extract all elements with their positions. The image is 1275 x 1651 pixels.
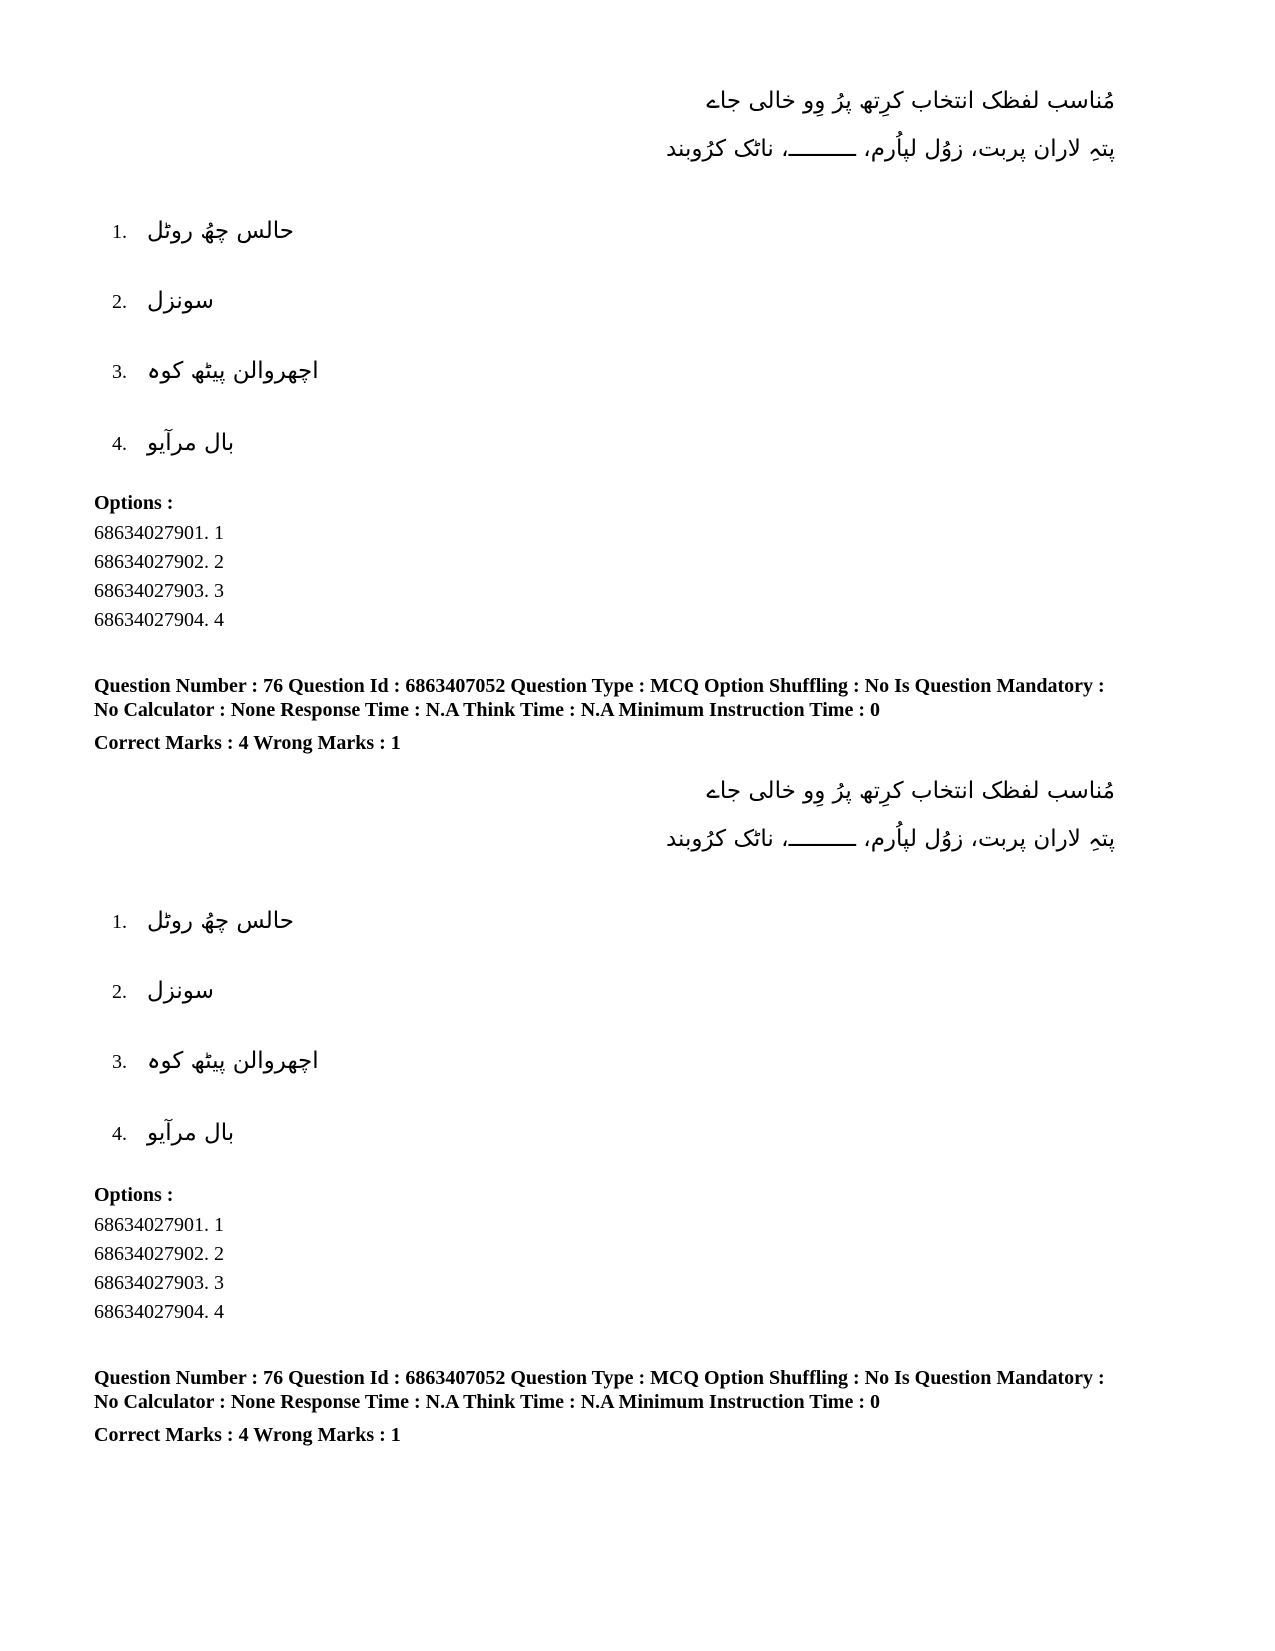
urdu-option-2: 2. سونزل: [112, 288, 214, 314]
meta-line-1: Question Number : 76 Question Id : 6863407052 Question Type : MCQ Option Shuffling : No Is Question Mandatory :: [94, 1367, 1105, 1389]
option-id-3: 68634027903. 3: [94, 1272, 224, 1294]
option-id-3: 68634027903. 3: [94, 580, 224, 602]
question-meta: [94, 674, 1194, 722]
option-id-2: 68634027902. 2: [94, 1243, 224, 1265]
marks-line: Correct Marks : 4 Wrong Marks : 1: [94, 1424, 401, 1446]
question-line-1: مُناسب لفظک انتخاب کرِتھ پرُ وِو خالی جاے: [706, 88, 1115, 114]
option-id-1: 68634027901. 1: [94, 522, 224, 544]
urdu-option-3: 3. اچھروالن پیٹھ کوہ: [112, 358, 319, 384]
marks-line: Correct Marks : 4 Wrong Marks : 1: [94, 732, 401, 754]
option-id-4: 68634027904. 4: [94, 1301, 224, 1323]
meta-line-1: Question Number : 76 Question Id : 6863407052 Question Type : MCQ Option Shuffling : No Is Question Mandatory :: [94, 675, 1105, 697]
option-id-1: 68634027901. 1: [94, 1214, 224, 1236]
urdu-option-4: 4. بال مرآیو: [112, 1120, 235, 1146]
urdu-option-4: 4. بال مرآیو: [112, 430, 235, 456]
question-text: [666, 778, 1115, 853]
urdu-option-3: 3. اچھروالن پیٹھ کوہ: [112, 1048, 319, 1074]
options-heading: Options :: [94, 492, 174, 514]
options-heading: Options :: [94, 1184, 174, 1206]
meta-line-2: No Calculator : None Response Time : N.A Think Time : N.A Minimum Instruction Time : 0: [94, 1391, 880, 1413]
option-id-4: 68634027904. 4: [94, 609, 224, 631]
question-line-2: پتہِ لاران پربت، زوُل لپاُرم، ــــــــــ، ناٹک کرُوبند: [665, 135, 1115, 162]
urdu-option-1: 1. حالس چھُ روٹل: [112, 908, 294, 934]
question-line-1: مُناسب لفظک انتخاب کرِتھ پرُ وِو خالی جاے: [706, 778, 1115, 804]
question-line-2: پتہِ لاران پربت، زوُل لپاُرم، ــــــــــ، ناٹک کرُوبند: [665, 825, 1115, 852]
urdu-option-1: 1. حالس چھُ روٹل: [112, 218, 294, 244]
urdu-option-2: 2. سونزل: [112, 978, 214, 1004]
option-id-2: 68634027902. 2: [94, 551, 224, 573]
question-meta: [94, 1366, 1194, 1414]
meta-line-2: No Calculator : None Response Time : N.A Think Time : N.A Minimum Instruction Time : 0: [94, 699, 880, 721]
question-text: [666, 88, 1115, 163]
